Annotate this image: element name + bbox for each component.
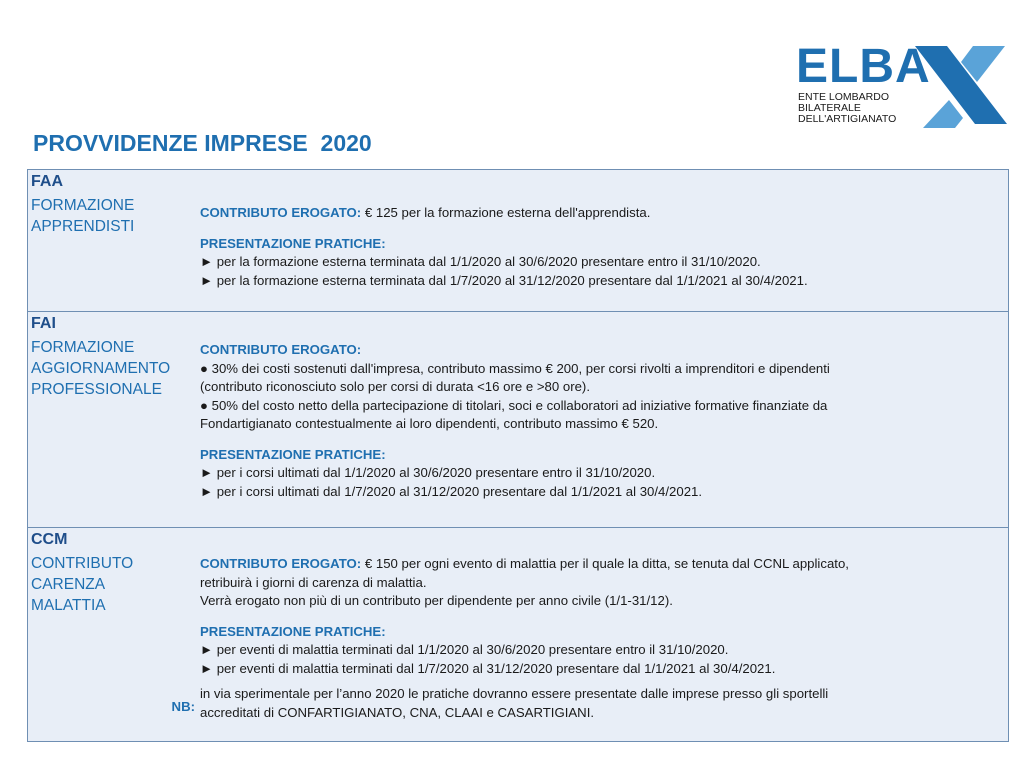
logo-subtitle: [798, 92, 896, 125]
contributo-label: CONTRIBUTO EROGATO:: [200, 342, 362, 357]
contributo-text: € 125 per la formazione esterna dell'apprendista.: [364, 205, 651, 220]
elba-x-mark-icon: [913, 42, 1009, 128]
contributo-line: retribuirà i giorni di carenza di malattia.: [200, 574, 427, 590]
presentazione-item: ► per i corsi ultimati dal 1/1/2020 al 30/6/2020 presentare entro il 31/10/2020.: [200, 465, 656, 480]
presentazione-item: ► per la formazione esterna terminata dal 1/7/2020 al 31/12/2020 presentare dal 1/1/2021 al 30/4/2021.: [200, 272, 808, 288]
section-ccm: [28, 527, 1008, 741]
contributo-label: CONTRIBUTO EROGATO:: [200, 205, 362, 220]
section-name-line: AGGIORNAMENTO: [31, 360, 171, 377]
section-body: [200, 555, 1000, 722]
contributo-line: [200, 555, 1000, 574]
section-name: [31, 553, 201, 616]
section-name-line: APPRENDISTI: [31, 218, 135, 235]
section-fai: [28, 311, 1008, 527]
section-code: FAI: [31, 315, 56, 332]
section-name-line: FORMAZIONE: [31, 339, 135, 356]
section-name-line: PROFESSIONALE: [31, 381, 162, 398]
section-name-line: CONTRIBUTO: [31, 555, 134, 572]
contributo-line: Fondartigianato contestualmente ai loro dipendenti, contributo massimo € 520.: [200, 416, 659, 431]
contributo-line: Verrà erogato non più di un contributo per dipendente per anno civile (1/1-31/12).: [200, 593, 673, 608]
section-name-line: FORMAZIONE: [31, 197, 135, 214]
section-name-line: CARENZA: [31, 576, 106, 593]
contributo-line: ● 30% dei costi sostenuti dall'impresa, contributo massimo € 200, per corsi rivolti a imprenditori e dipendenti: [200, 360, 830, 376]
section-name: [31, 337, 201, 400]
elba-logo: [796, 42, 1011, 132]
contributo-label: CONTRIBUTO EROGATO:: [200, 556, 362, 571]
section-code: FAA: [31, 173, 63, 190]
contributo-text: € 150 per ogni evento di malattia per il quale la ditta, se tenuta dal CCNL applicato,: [364, 556, 849, 571]
nb-label: NB:: [171, 699, 195, 714]
page-title: PROVVIDENZE IMPRESE 2020: [33, 130, 372, 156]
section-faa: [28, 170, 1008, 311]
section-code: CCM: [31, 531, 68, 548]
section-body: [200, 204, 1000, 290]
logo-subtitle-line: DELL'ARTIGIANATO: [798, 113, 897, 125]
presentazione-label: PRESENTAZIONE PRATICHE:: [200, 623, 386, 639]
section-name-line: MALATTIA: [31, 597, 106, 614]
provvidenze-table: [27, 169, 1009, 742]
contributo-line: [200, 204, 1000, 223]
presentazione-item: ► per la formazione esterna terminata dal 1/1/2020 al 30/6/2020 presentare entro il 31/10/2020.: [200, 254, 761, 269]
nb-line: accreditati di CONFARTIGIANATO, CNA, CLAAI e CASARTIGIANI.: [200, 704, 595, 720]
section-name: [31, 195, 201, 237]
logo-wordmark: ELBA: [796, 40, 931, 93]
nb-line: in via sperimentale per l’anno 2020 le pratiche dovranno essere presentate dalle imprese presso gli sportelli: [200, 686, 829, 701]
logo-subtitle-line: ENTE LOMBARDO: [798, 91, 890, 103]
contributo-line: (contributo riconosciuto solo per corsi di durata <16 ore e >80 ore).: [200, 379, 590, 394]
presentazione-item: ► per i corsi ultimati dal 1/7/2020 al 31/12/2020 presentare dal 1/1/2021 al 30/4/2021.: [200, 483, 703, 499]
logo-subtitle-line: BILATERALE: [798, 102, 861, 114]
presentazione-item: ► per eventi di malattia terminati dal 1/7/2020 al 31/12/2020 presentare dal 1/1/2021 al 30/4/2021.: [200, 660, 776, 676]
section-body: [200, 341, 1000, 501]
presentazione-item: ► per eventi di malattia terminati dal 1/1/2020 al 30/6/2020 presentare entro il 31/10/2020.: [200, 642, 729, 657]
presentazione-label: PRESENTAZIONE PRATICHE:: [200, 235, 386, 251]
presentazione-label: PRESENTAZIONE PRATICHE:: [200, 446, 386, 462]
contributo-line: ● 50% del costo netto della partecipazione di titolari, soci e collaboratori ad iniziative formative finanziate da: [200, 397, 828, 413]
